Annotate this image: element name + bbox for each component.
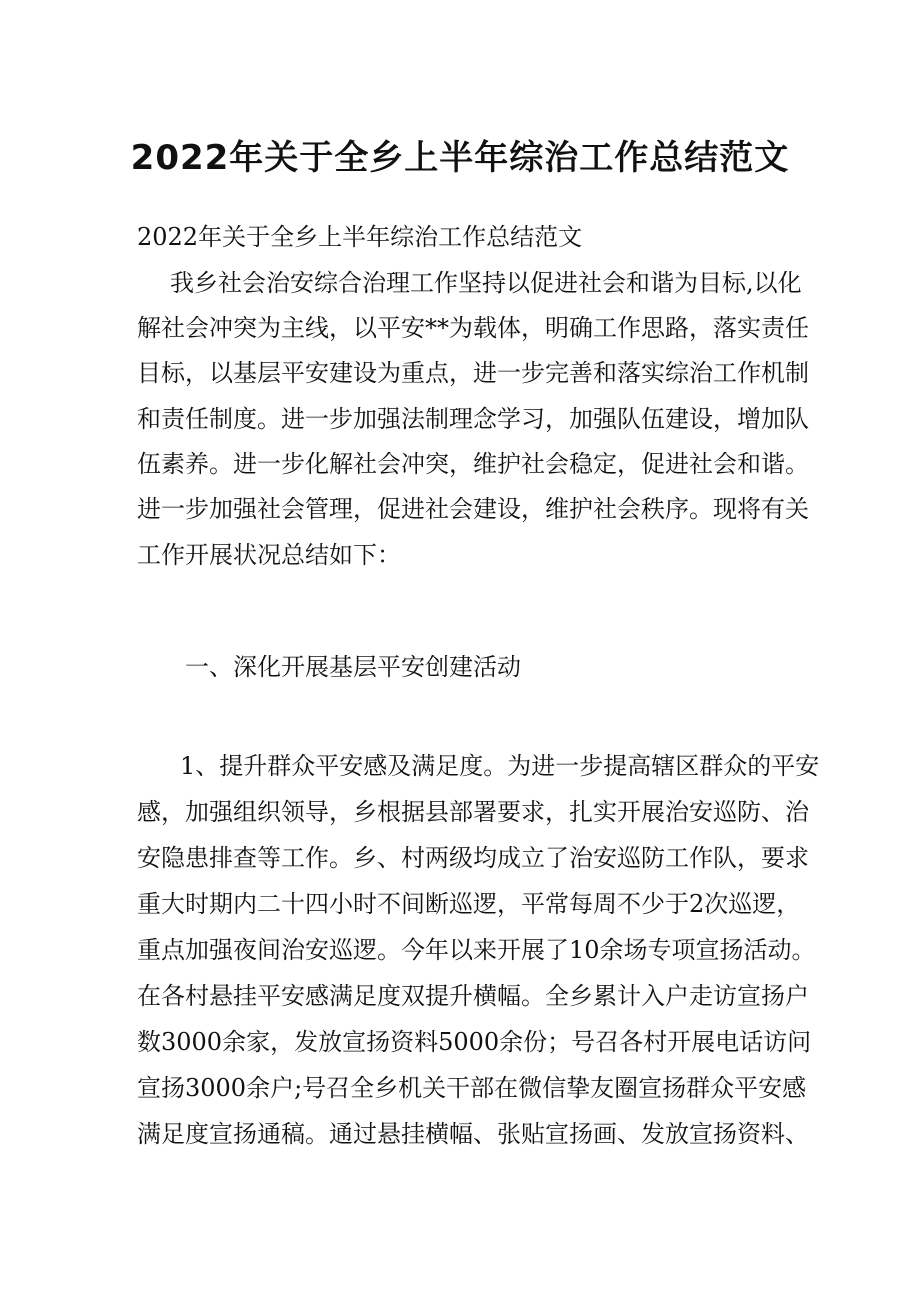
section-line: 感，加强组织领导，乡根据县部署要求，扎实开展治安巡防、治 [137, 798, 809, 826]
intro-line: 目标，以基层平安建设为重点，进一步完善和落实综治工作机制 [137, 359, 809, 387]
intro-line: 我乡社会治安综合治理工作坚持以促进社会和谐为目标,以化 [170, 269, 802, 297]
section-line: 宣扬3000余户;号召全乡机关干部在微信挚友圈宣扬群众平安感 [137, 1074, 807, 1102]
document-subtitle: 2022年关于全乡上半年综治工作总结范文 [137, 223, 583, 251]
section-line: 重大时期内二十四小时不间断巡逻，平常每周不少于2次巡逻， [137, 890, 801, 918]
intro-line: 和责任制度。进一步加强法制理念学习，加强队伍建设，增加队 [137, 405, 809, 433]
intro-line: 解社会冲突为主线，以平安**为载体，明确工作思路，落实责任 [137, 314, 809, 342]
intro-line: 进一步加强社会管理，促进社会建设，维护社会秩序。现将有关 [137, 495, 809, 523]
document-title: 2022年关于全乡上半年综治工作总结范文 [130, 138, 790, 178]
section-line: 安隐患排查等工作。乡、村两级均成立了治安巡防工作队，要求 [137, 844, 809, 872]
intro-line: 伍素养。进一步化解社会冲突，维护社会稳定，促进社会和谐。 [137, 450, 809, 478]
intro-line: 工作开展状况总结如下： [137, 541, 401, 569]
section-heading: 一、深化开展基层平安创建活动 [185, 653, 521, 681]
section-line: 数3000余家，发放宣扬资料5000余份；号召各村开展电话访问 [137, 1028, 812, 1056]
section-line: 1、提升群众平安感及满足度。为进一步提高辖区群众的平安 [180, 752, 820, 780]
section-line: 在各村悬挂平安感满足度双提升横幅。全乡累计入户走访宣扬户 [137, 982, 809, 1010]
section-line: 满足度宣扬通稿。通过悬挂横幅、张贴宣扬画、发放宣扬资料、 [137, 1120, 809, 1148]
section-line: 重点加强夜间治安巡逻。今年以来开展了10余场专项宣扬活动。 [137, 936, 816, 964]
